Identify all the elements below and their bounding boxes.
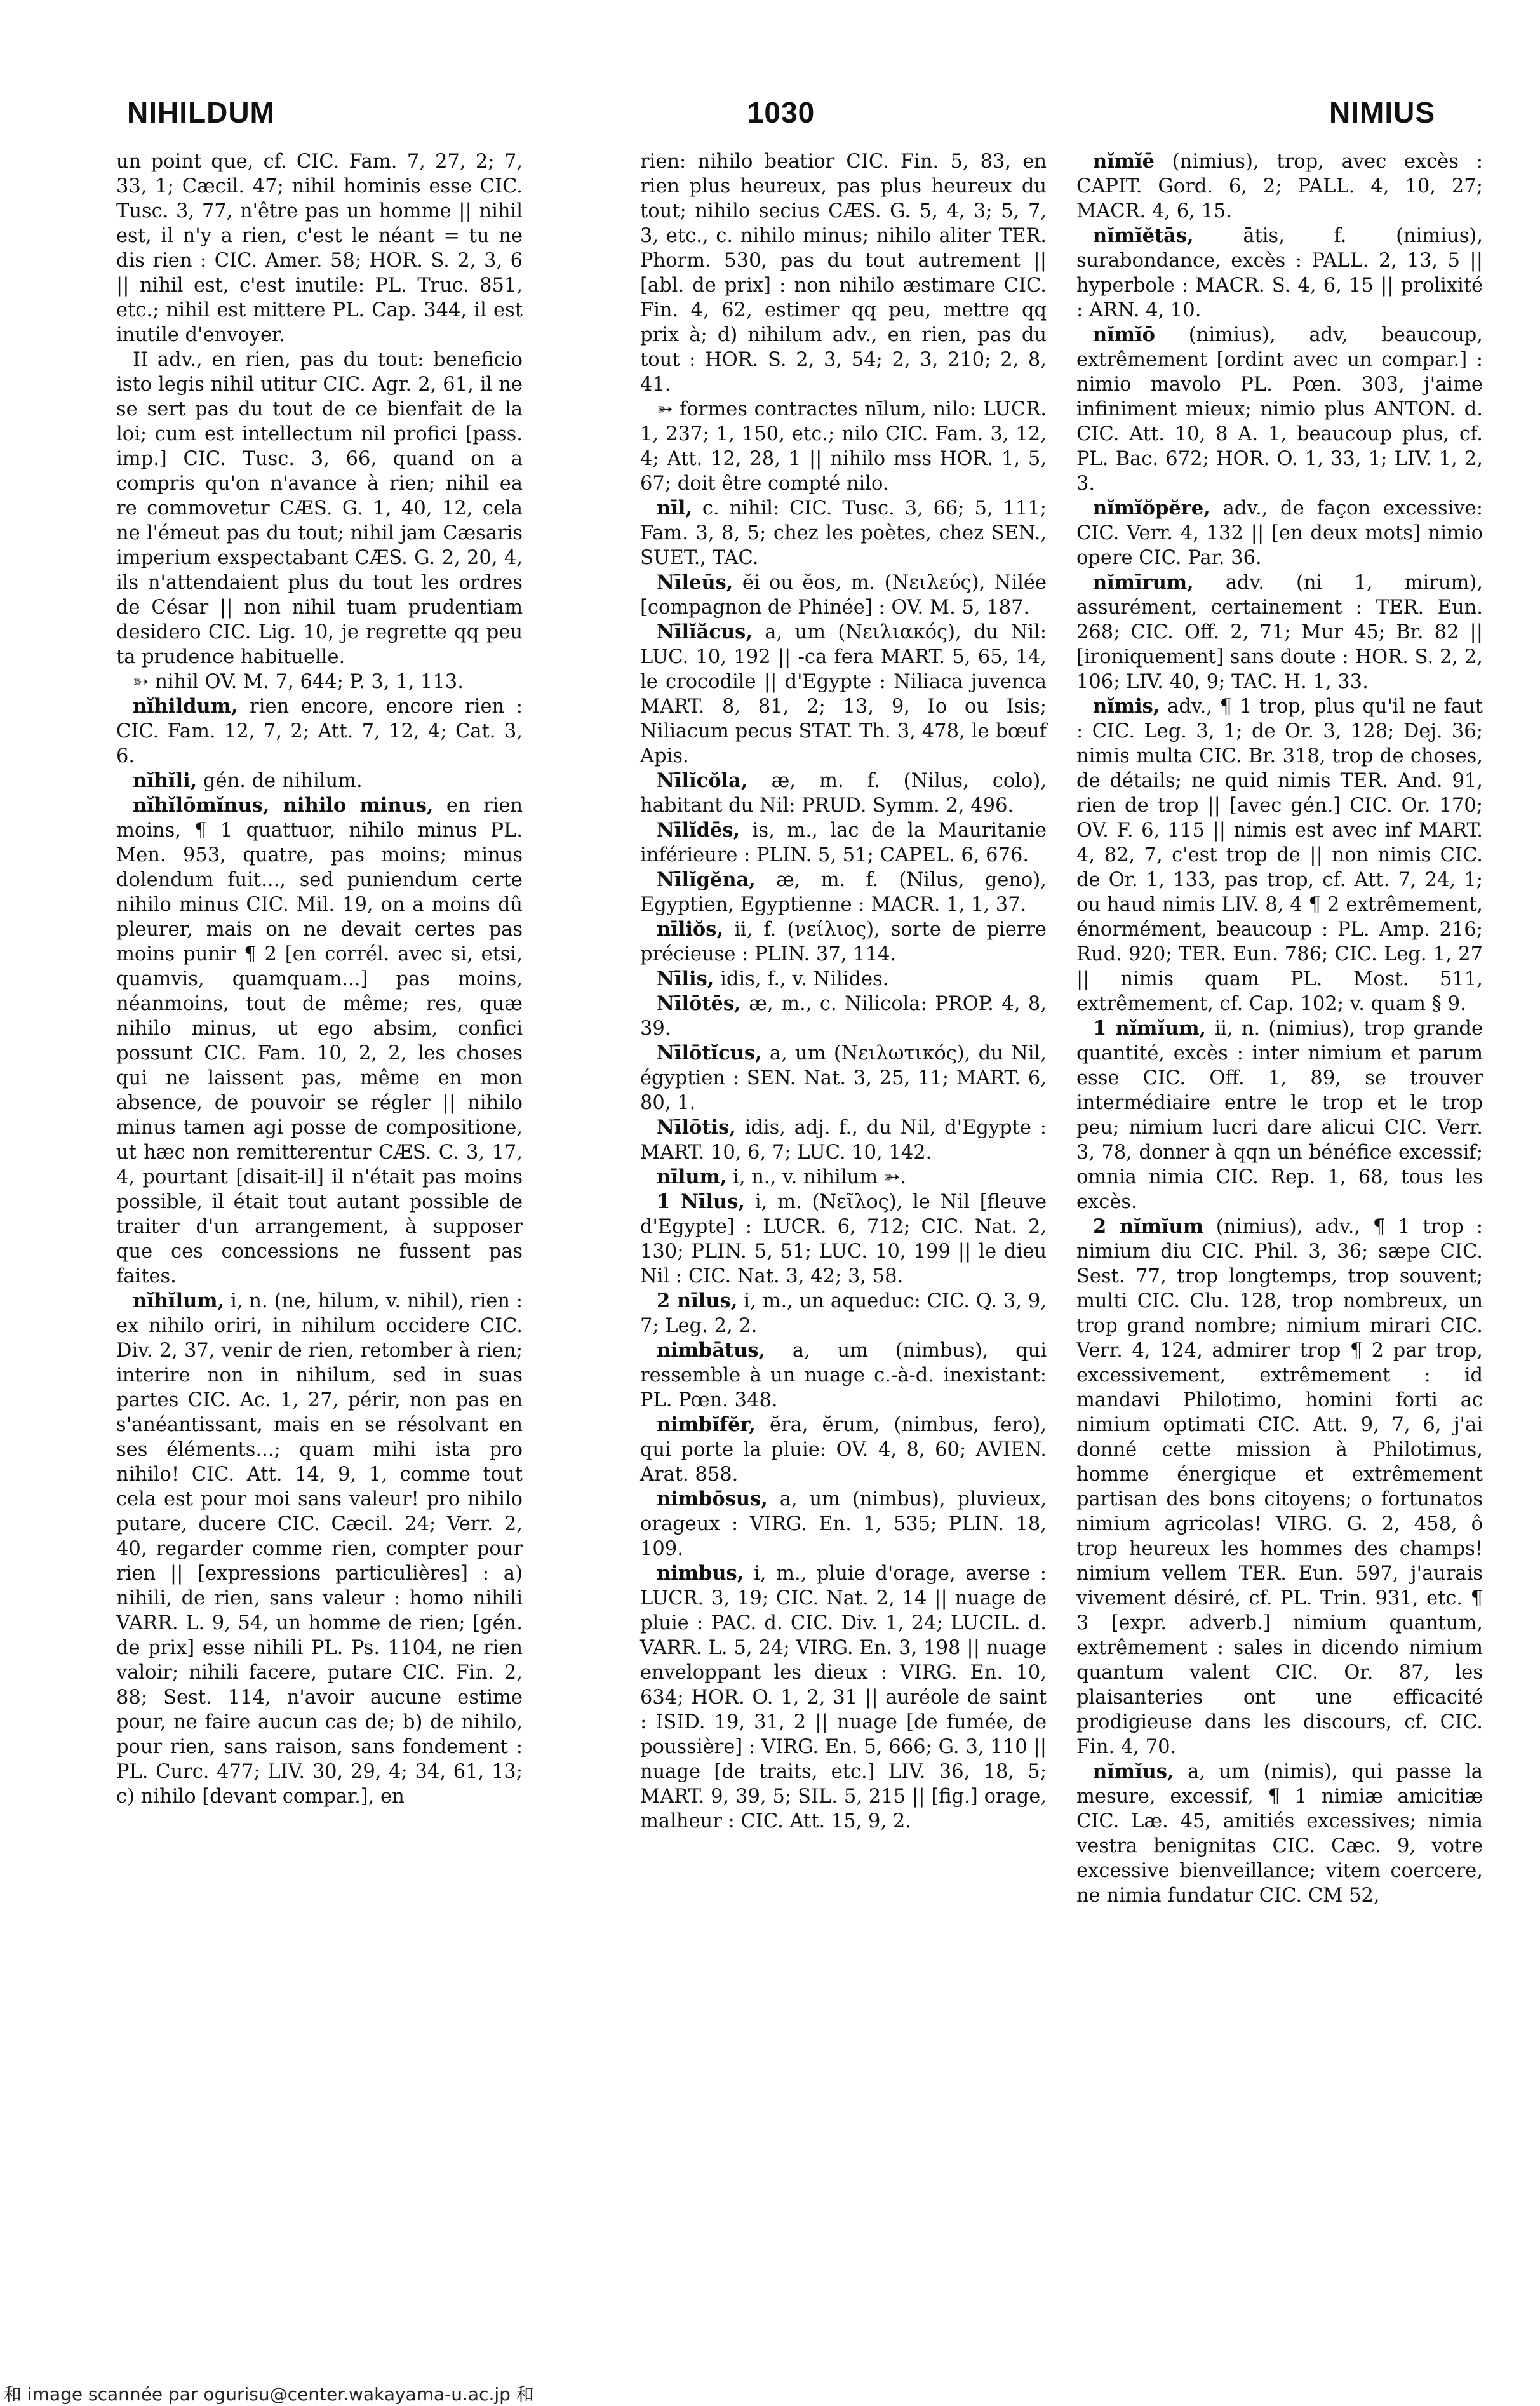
dictionary-entry [640,1165,1047,1190]
dictionary-entry [640,1561,1047,1834]
dictionary-entry [640,149,1047,397]
entry-headword: Nīlĭcŏla, [657,769,748,792]
entry-body: a, um (nimis), qui passe la mesure, excessif, ¶ 1 nimiæ amicitiæ CIC. Læ. 45, amitiés excessives; nimia vestra benignitas CIC. Cæc. 9, votre excessive bienveillance; vitem coercere, ne nimia fundatur CIC. CM 52, [1076,1761,1483,1907]
entry-body: ii, n. (nimius), trop grande quantité, excès : inter nimium et parum esse CIC. Off. 1, 89, se trouver intermédiaire entre le trop et le trop peu; nimium lucri dare alicui CIC. Verr. 3, 78, donner à qqn un bénéfice excessif; omnia nimia CIC. Rep. 1, 68, tous les excès. [1076,1018,1483,1213]
column-left [116,149,523,1809]
entry-headword: nīl, [657,497,692,520]
dictionary-entry [640,1413,1047,1487]
entry-body: ii, f. (νείλιος), sorte de pierre précieuse : PLIN. 37, 114. [640,918,1047,965]
dictionary-entry [116,694,523,769]
dictionary-entry [640,769,1047,818]
entry-body: idis, adj. f., du Nil, d'Egypte : MART. 10, 6, 7; LUC. 10, 142. [640,1117,1047,1164]
entry-body: ĕi ou ĕos, m. (Νειλεύς), Nilée [compagnon de Phinée] : OV. M. 5, 187. [640,572,1047,619]
entry-body: i, m., un aqueduc: CIC. Q. 3, 9, 7; Leg. 2, 2. [640,1290,1047,1337]
entry-body: adv., ¶ 1 trop, plus qu'il ne faut : CIC. Leg. 3, 1; de Or. 3, 128; Dej. 36; nimis multa CIC. Br. 318, trop de choses, de détails; ne quid nimis TER. And. 91, rien de trop || [avec gén.] CIC. Or. 170; OV. F. 6, 115 || nimis est avec inf MART. 4, 82, 7, c'est trop de || non nimis CIC. de Or. 1, 133, pas trop, cf. Att. 7, 24, 1; ou haud nimis LIV. 8, 4 ¶ 2 extrêmement, énormément, beaucoup : PL. Amp. 216; Rud. 920; TER. Eun. 786; CIC. Leg. 1, 27 || nimis quam PL. Most. 511, extrêmement, cf. Cap. 102; v. quam § 9. [1076,696,1483,1015]
dictionary-entry [640,991,1047,1041]
entry-headword: Nīlōtĭcus, [657,1042,762,1065]
dictionary-entry [116,769,523,793]
entry-body: is, m., lac de la Mauritanie inférieure : PLIN. 5, 51; CAPEL. 6, 676. [640,819,1047,866]
entry-headword: nīliŏs, [657,918,724,941]
dictionary-entry [640,1041,1047,1115]
entry-headword: Nīlōtēs, [657,992,741,1015]
entry-headword: 2 nīlus, [657,1289,738,1312]
dictionary-entry [1076,1214,1483,1759]
dictionary-entry [640,496,1047,570]
dictionary-entry [116,1289,523,1809]
dictionary-entry [640,1190,1047,1289]
entry-headword: nĭmĭus, [1093,1760,1174,1783]
entry-headword: nimbōsus, [657,1488,768,1510]
dictionary-entry [1076,1759,1483,1908]
dictionary-entry [1076,570,1483,694]
entry-body: adv. (ni 1, mirum), assurément, certainement : TER. Eun. 268; CIC. Off. 2, 71; Mur 45; Br. 82 || [ironiquement] sans doute : HOR. S. 2, 2, 106; LIV. 40, 9; TAC. H. 1, 33. [1076,572,1483,693]
dictionary-entry [640,818,1047,868]
entry-headword: nĭmĭŏpĕre, [1093,497,1210,520]
dictionary-entry [1076,149,1483,224]
scan-top-edge [0,0,1540,9]
entry-headword: nĭmĭĕtās, [1093,224,1194,247]
entry-headword: nimbātus, [657,1339,766,1362]
entry-headword: nĭhildum, [133,695,238,718]
dictionary-entry [640,1487,1047,1561]
entry-headword: Nīleūs, [657,571,733,594]
entry-body: ātis, f. (nimius), surabondance, excès : PALL. 2, 13, 5 || hyperbole : MACR. S. 4, 6, 15 || prolixité : ARN. 4, 10. [1076,225,1483,321]
page-number: 1030 [747,96,815,129]
dictionary-entry [640,917,1047,967]
entry-headword: nĭmĭē [1093,150,1155,173]
entry-body: i, m., pluie d'orage, averse : LUCR. 3, 19; CIC. Nat. 2, 14 || nuage de pluie : PAC. d. CIC. Div. 1, 24; LUCIL. d. VARR. L. 5, 24; VIRG. En. 3, 198 || nuage enveloppant les dieux : VIRG. En. 10, 634; HOR. O. 1, 2, 31 || auréole de saint : ISID. 19, 31, 2 || nuage [de fumée, de poussière] : VIRG. En. 5, 666; G. 3, 110 || nuage [de traits, etc.] LIV. 36, 18, 5; MART. 9, 39, 5; SIL. 5, 215 || [fig.] orage, malheur : CIC. Att. 15, 9, 2. [640,1563,1047,1832]
entry-body: æ, m., c. Nilicola: PROP. 4, 8, 39. [640,993,1047,1040]
scan-credit-footer: 和 image scannée par ogurisu@center.wakayama-u.ac.jp 和 [4,2384,534,2405]
dictionary-entry [116,347,523,669]
dictionary-entry [640,1338,1047,1413]
entry-body: idis, f., v. Nilides. [720,968,889,990]
entry-body: a, um (nimbus), pluvieux, orageux : VIRG. En. 1, 535; PLIN. 18, 109. [640,1488,1047,1560]
entry-body: gén. de nihilum. [203,770,363,792]
dictionary-entry [640,570,1047,620]
entry-headword: Nīlĭdēs, [657,819,740,842]
entry-body: æ, m. f. (Nilus, colo), habitant du Nil: PRUD. Symm. 2, 496. [640,770,1047,817]
entry-body: en rien moins, ¶ 1 quattuor, nihilo minus PL. Men. 953, quatre, pas moins; minus dolendum fuit..., sed puniendum certe nihilo minus CIC. Mil. 19, on a moins dû pleurer, mais on ne devait certes pas moins punir ¶ 2 [en corrél. avec si, etsi, quamvis, quamquam...] pas moins, néanmoins, tout de même; res, quæ nihilo minus, ut ego absim, confici possunt CIC. Fam. 10, 2, 2, les choses qui ne laissent pas, même en mon absence, de pouvoir se régler || nihilo minus tamen agi posse de compositione, ut hæc non remitterentur CÆS. C. 3, 17, 4, pourtant [disait-il] il n'était pas moins possible, il était tout autant possible de traiter d'un arrangement, à supposer que ces concessions ne fussent pas faites. [116,795,523,1287]
dictionary-entry [1076,323,1483,496]
entry-body: (nimius), trop, avec excès : CAPIT. Gord. 6, 2; PALL. 4, 10, 27; MACR. 4, 6, 15. [1076,151,1483,222]
entry-body: a, um (Νειλιακός), du Nil: LUC. 10, 192 || -ca fera MART. 5, 65, 14, le crocodile || d'Egypte : Niliaca juvenca MART. 8, 81, 2; 13, 9, Io ou Isis; Niliacum pecus STAT. Th. 3, 478, le bœuf Apis. [640,621,1047,767]
column-right [1076,149,1483,1908]
dictionary-entry [640,1289,1047,1338]
entry-headword: nĭhĭli, [133,769,198,792]
column-middle [640,149,1047,1834]
entry-headword: 1 Nīlus, [657,1190,745,1213]
dictionary-entry [1076,224,1483,323]
entry-body: ➳ nihil OV. M. 7, 644; P. 3, 1, 113. [133,671,464,693]
dictionary-entry [116,149,523,347]
entry-body: rien encore, encore rien : CIC. Fam. 12, 7, 2; Att. 7, 12, 4; Cat. 3, 6. [116,696,523,767]
dictionary-entry [1076,694,1483,1016]
running-head-left: NIHILDUM [127,96,275,129]
entry-body: æ, m. f. (Nilus, geno), Egyptien, Egyptienne : MACR. 1, 1, 37. [640,869,1047,916]
entry-headword: nimbus, [657,1562,744,1585]
entry-headword: Nīlĭgĕna, [657,868,756,891]
entry-body: (nimius), adv, beaucoup, extrêmement [ordint avec un compar.] : nimio mavolo PL. Pœn. 303, j'aime infiniment mieux; nimio plus ANTON. d. CIC. Att. 10, 8 A. 1, beaucoup plus, cf. PL. Bac. 672; HOR. O. 1, 33, 1; LIV. 1, 2, 3. [1076,324,1483,495]
entry-body: adv., de façon excessive: CIC. Verr. 4, 132 || [en deux mots] nimio opere CIC. Par. 36. [1076,497,1483,569]
dictionary-entry [640,397,1047,496]
entry-body: a, um (nimbus), qui ressemble à un nuage c.-à-d. inexistant: PL. Pœn. 348. [640,1340,1047,1411]
entry-body: II adv., en rien, pas du tout: beneficio isto legis nihil utitur CIC. Agr. 2, 61, il ne se sert pas du tout de ce bienfait de la loi; cum est intellectum nil profici [pass. imp.] CIC. Tusc. 3, 66, quand on a compris qu'on n'avance à rien; nihil ea re commovetur CÆS. G. 1, 40, 12, cela ne l'émeut pas du tout; nihil jam Cæsaris imperium exspectabant CÆS. G. 2, 20, 4, ils n'attendaient plus du tout les ordres de César || non nihil tuam prudentiam desidero CIC. Lig. 10, je regrette qq peu ta prudence habituelle. [116,349,523,668]
dictionary-entry [1076,1016,1483,1214]
entry-headword: nĭhĭlum, [133,1289,225,1312]
entry-body: c. nihil: CIC. Tusc. 3, 66; 5, 111; Fam. 3, 8, 5; chez les poètes, chez SEN., SUET., TAC. [640,497,1047,569]
dictionary-entry [116,669,523,694]
entry-body: (nimius), adv., ¶ 1 trop : nimium diu CIC. Phil. 3, 36; sæpe CIC. Sest. 77, trop longtemps, trop souvent; multi CIC. Clu. 128, trop nombreux, un trop grand nombre; nimium mirari CIC. Verr. 4, 124, admirer trop ¶ 2 par trop, excessivement, extrêmement : id mandavi Philotimo, homini forti ac nimium optimati CIC. Att. 9, 7, 6, j'ai donné cette mission à Philotimus, homme énergique et extrêmement partisan des bons citoyens; o fortunatos nimium agricolas! VIRG. G. 2, 458, ô trop heureux les hommes des champs! nimium vellem TER. Eun. 597, j'aurais vivement désiré, cf. PL. Trin. 931, etc. ¶ 3 [expr. adverb.] nimium quantum, extrêmement : sales in dicendo nimium quantum valent CIC. Or. 87, les plaisanteries ont une efficacité prodigieuse dans les discours, cf. CIC. Fin. 4, 70. [1076,1216,1483,1758]
entry-headword: Nīlĭăcus, [657,621,753,643]
running-head-right: NIMIUS [1329,96,1435,129]
entry-body: i, n., v. nihilum ➳. [733,1166,907,1188]
entry-body: un point que, cf. CIC. Fam. 7, 27, 2; 7, 33, 1; Cæcil. 47; nihil hominis esse CIC. Tusc. 3, 77, n'être pas un homme || nihil est, il n'y a rien, c'est le néant = tu ne dis rien : CIC. Amer. 58; HOR. S. 2, 3, 6 || nihil est, c'est inutile: PL. Truc. 851, etc.; nihil est mittere PL. Cap. 344, il est inutile d'envoyer. [116,151,523,346]
entry-body: rien: nihilo beatior CIC. Fin. 5, 83, en rien plus heureux, pas plus heureux du tout; nihilo secius CÆS. G. 5, 4, 3; 5, 7, 3, etc., c. nihilo minus; nihilo aliter TER. Phorm. 530, pas du tout autrement || [abl. de prix] : non nihilo æstimare CIC. Fin. 4, 62, estimer qq peu, mettre qq prix à; d) nihilum adv., en rien, pas du tout : HOR. S. 2, 3, 54; 2, 3, 210; 2, 8, 41. [640,151,1047,396]
entry-headword: nĭhĭlōmĭnus, nihilo minus, [133,794,434,817]
entry-headword: nimbĭfĕr, [657,1413,756,1436]
entry-body: ĕra, ĕrum, (nimbus, fero), qui porte la pluie: OV. 4, 8, 60; AVIEN. Arat. 858. [640,1414,1047,1486]
dictionary-entry [116,793,523,1289]
dictionary-entry [640,1115,1047,1165]
dictionary-entry [640,620,1047,769]
entry-body: ➳ formes contractes nīlum, nilo: LUCR. 1, 237; 1, 150, etc.; nilo CIC. Fam. 3, 12, 4; Att. 12, 28, 1 || nihilo mss HOR. 1, 5, 67; doit être compté nilo. [640,398,1047,495]
entry-headword: Nīlōtis, [657,1116,736,1139]
dictionary-entry [640,967,1047,991]
entry-headword: Nīlis, [657,967,714,990]
dictionary-entry [1076,496,1483,570]
entry-headword: 2 nĭmĭum [1093,1215,1203,1238]
entry-headword: 1 nĭmĭum, [1093,1017,1207,1040]
entry-headword: nīlum, [657,1166,727,1188]
dictionary-entry [640,868,1047,917]
entry-headword: nĭmĭō [1093,323,1155,346]
entry-headword: nĭmis, [1093,695,1160,718]
entry-body: a, um (Νειλωτικός), du Nil, égyptien : SEN. Nat. 3, 25, 11; MART. 6, 80, 1. [640,1042,1047,1114]
entry-body: i, n. (ne, hilum, v. nihil), rien : ex nihilo oriri, in nihilum occidere CIC. Div. 2, 37, venir de rien, retomber à rien; interire non in nihilum, sed in suas partes CIC. Ac. 1, 27, périr, non pas en s'anéantissant, mais en se résolvant en ses éléments...; quam mihi ista pro nihilo! CIC. Att. 14, 9, 1, comme tout cela est pour moi sans valeur! pro nihilo putare, ducere CIC. Cæcil. 24; Verr. 2, 40, regarder comme rien, compter pour rien || [expressions particulières] : a) nihili, de rien, sans valeur : homo nihili VARR. L. 9, 54, un homme de rien; [gén. de prix] esse nihili PL. Ps. 1104, ne rien valoir; nihili facere, putare CIC. Fin. 2, 88; Sest. 114, n'avoir aucune estime pour, ne faire aucun cas de; b) de nihilo, pour rien, sans raison, sans fondement : PL. Curc. 477; LIV. 30, 29, 4; 34, 61, 13; c) nihilo [devant compar.], en [116,1290,523,1808]
entry-headword: nĭmīrum, [1093,571,1194,594]
page-header [127,95,1435,140]
entry-body: i, m. (Νεῖλος), le Nil [fleuve d'Egypte] : LUCR. 6, 712; CIC. Nat. 2, 130; PLIN. 5, 51; LUC. 10, 199 || le dieu Nil : CIC. Nat. 3, 42; 3, 58. [640,1191,1047,1287]
